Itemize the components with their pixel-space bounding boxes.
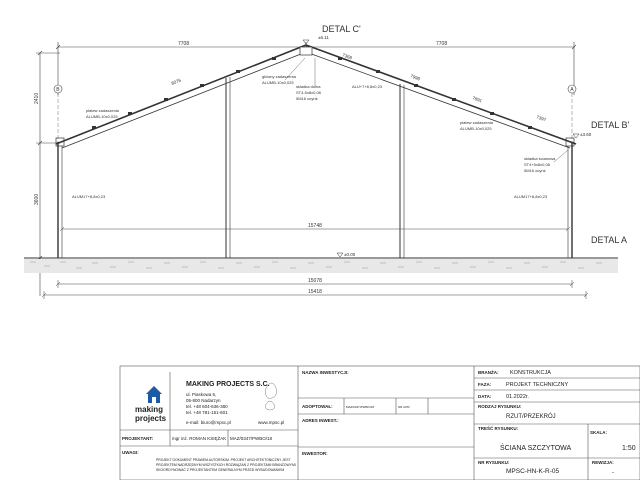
data-label: DATA: — [478, 394, 492, 399]
axis-right-label: A — [570, 87, 574, 93]
nr-value: MPSC-HN-K-R-05 — [506, 468, 560, 475]
label-ridge-note-spec2: 5M16 ocynk — [296, 96, 318, 101]
skala-value: 1:50 — [622, 445, 636, 452]
company-phone2: tel. +48 781-151-601 — [186, 410, 228, 415]
company-name: MAKING PROJECTS S.C. — [186, 381, 270, 388]
adopt-sub2: NR UPR. — [398, 405, 411, 409]
rodzaj-label: RODZAJ RYSUNKU: — [478, 404, 522, 409]
company-email: e-mail: biuro@mpsc.pl — [186, 420, 231, 425]
dim-total-span-2: 15418 — [308, 289, 322, 295]
uwagi-label: UWAGI: — [122, 450, 139, 455]
address-label: ADRES INWEST.: — [302, 418, 339, 423]
axis-marker-right — [568, 85, 576, 143]
level-ridge: ±6.11 — [318, 35, 329, 40]
designer-value: mgr inż. ROMAN KSIĘŻAK — [172, 436, 227, 441]
dim-total-span-1: 15078 — [308, 278, 322, 284]
axis-left-label: B — [56, 87, 60, 93]
faza-label: FAZA: — [478, 382, 492, 387]
skala-label: SKALA: — [590, 430, 607, 435]
label-right-rafter-spec3: ALUMB-10x0,025 — [460, 126, 492, 131]
faza-value: PROJEKT TECHNICZNY — [506, 382, 569, 388]
label-right-side-spec: ST4+5x8x0,08 — [524, 162, 550, 167]
rewizja-value: - — [612, 470, 614, 476]
label-right-rafter-spec: ALU+7+8,8x0,23 — [352, 84, 383, 89]
label-right-rafter-spec2: płatew zadaszenia — [460, 120, 493, 125]
label-ridge-note: skladka dolna — [296, 84, 321, 89]
uwagi-text2: PROJEKTEM NADRZĘDNYM WSZYSTKICH ROZWIĄZAŃ Z PROJEKTAMI BRANŻOWYMI — [156, 463, 296, 467]
dim-rafter-left: 8076 — [170, 77, 182, 86]
label-ridge-note-spec: ST4-5x8x0,08 — [296, 90, 321, 95]
branza-label: BRANŻA: — [478, 370, 499, 375]
adopt-label: ADOPTOWAŁ: — [302, 404, 333, 409]
label-left-rafter-spec: ALUMB-10x0,025 — [86, 114, 118, 119]
rodzaj-value: RZUT/PRZEKRÓJ — [506, 414, 556, 420]
nr-label: NR RYSUNKU: — [478, 460, 510, 465]
company-web: www.mpsc.pl — [258, 420, 285, 425]
level-ground: ±0.00 — [344, 252, 356, 257]
investor-label: INWESTOR: — [302, 451, 328, 456]
detail-b-label: DETAL B' — [591, 120, 630, 130]
ground — [24, 258, 618, 273]
dim-wall-height: 3600 — [34, 193, 40, 205]
level-eave: ±3.60 — [580, 132, 592, 137]
rewizja-label: REWIZJA: — [592, 460, 614, 465]
dim-seg-d: 7397 — [535, 114, 547, 123]
uwagi-text1: PROJEKT DOKUMENT PRAWEM AUTORSKIM. PROJEKT ARCHITEKTONICZNY JEST — [156, 458, 291, 462]
dim-roof-rise: 2410 — [34, 92, 40, 104]
dim-half-span-left: 7708 — [178, 41, 190, 47]
company-address1: ul. Piaskowa 5, — [186, 392, 217, 397]
logo-line2: projects — [135, 414, 167, 423]
designer-label: PROJEKTANT: — [122, 436, 154, 441]
label-left-rafter: płatew zadaszenia — [86, 108, 119, 113]
label-ridge-beam-spec: ALUMB-10x0,025 — [262, 80, 294, 85]
dim-seg-a: 7368 — [341, 52, 353, 61]
branza-value: KONSTRUKCJA — [510, 370, 551, 376]
company-logo — [135, 386, 167, 423]
company-phone1: tel. +48 604-636-380 — [186, 404, 228, 409]
investment-label: NAZWA INWESTYCJI: — [302, 370, 349, 375]
detail-c-label: DETAL C' — [322, 24, 361, 34]
detail-a-label: DETAL A — [591, 235, 628, 245]
label-right-side-note: skladka ścianowa — [524, 156, 556, 161]
tresc-label: TREŚĆ RYSUNKU: — [478, 426, 519, 431]
level-marks — [303, 35, 592, 257]
axis-marker-left — [54, 85, 62, 143]
label-right-side-spec2: 5M16 ocynk — [524, 168, 546, 173]
label-left-column: ALUM17+8,8x0,23 — [72, 194, 106, 199]
dim-inner-span: 15748 — [308, 223, 322, 229]
dim-seg-b: 7998 — [409, 73, 421, 82]
dim-seg-c: 7891 — [471, 95, 483, 104]
data-value: 01.2022r. — [506, 394, 529, 400]
columns — [58, 77, 572, 258]
label-right-column: ALUM17+8,8x0,23 — [514, 194, 548, 199]
label-ridge-beam: główny zadaszenia — [262, 74, 296, 79]
designer-code: MAZ/0347/PWBO/18 — [230, 436, 273, 441]
dim-half-span-right: 7708 — [436, 41, 448, 47]
uwagi-text3: SKOORDYNOWAĆ Z PROJEKTANTEM GENERALNYM PRZED WYBUDOWANIEM — [156, 468, 285, 472]
tresc-value: ŚCIANA SZCZYTOWA — [500, 445, 572, 452]
company-address2: 05-800 Nadarzyn — [186, 398, 221, 403]
logo-line1: making — [135, 405, 164, 414]
adopt-sub1: MAZ/0347/PWBO/18 — [346, 405, 375, 409]
